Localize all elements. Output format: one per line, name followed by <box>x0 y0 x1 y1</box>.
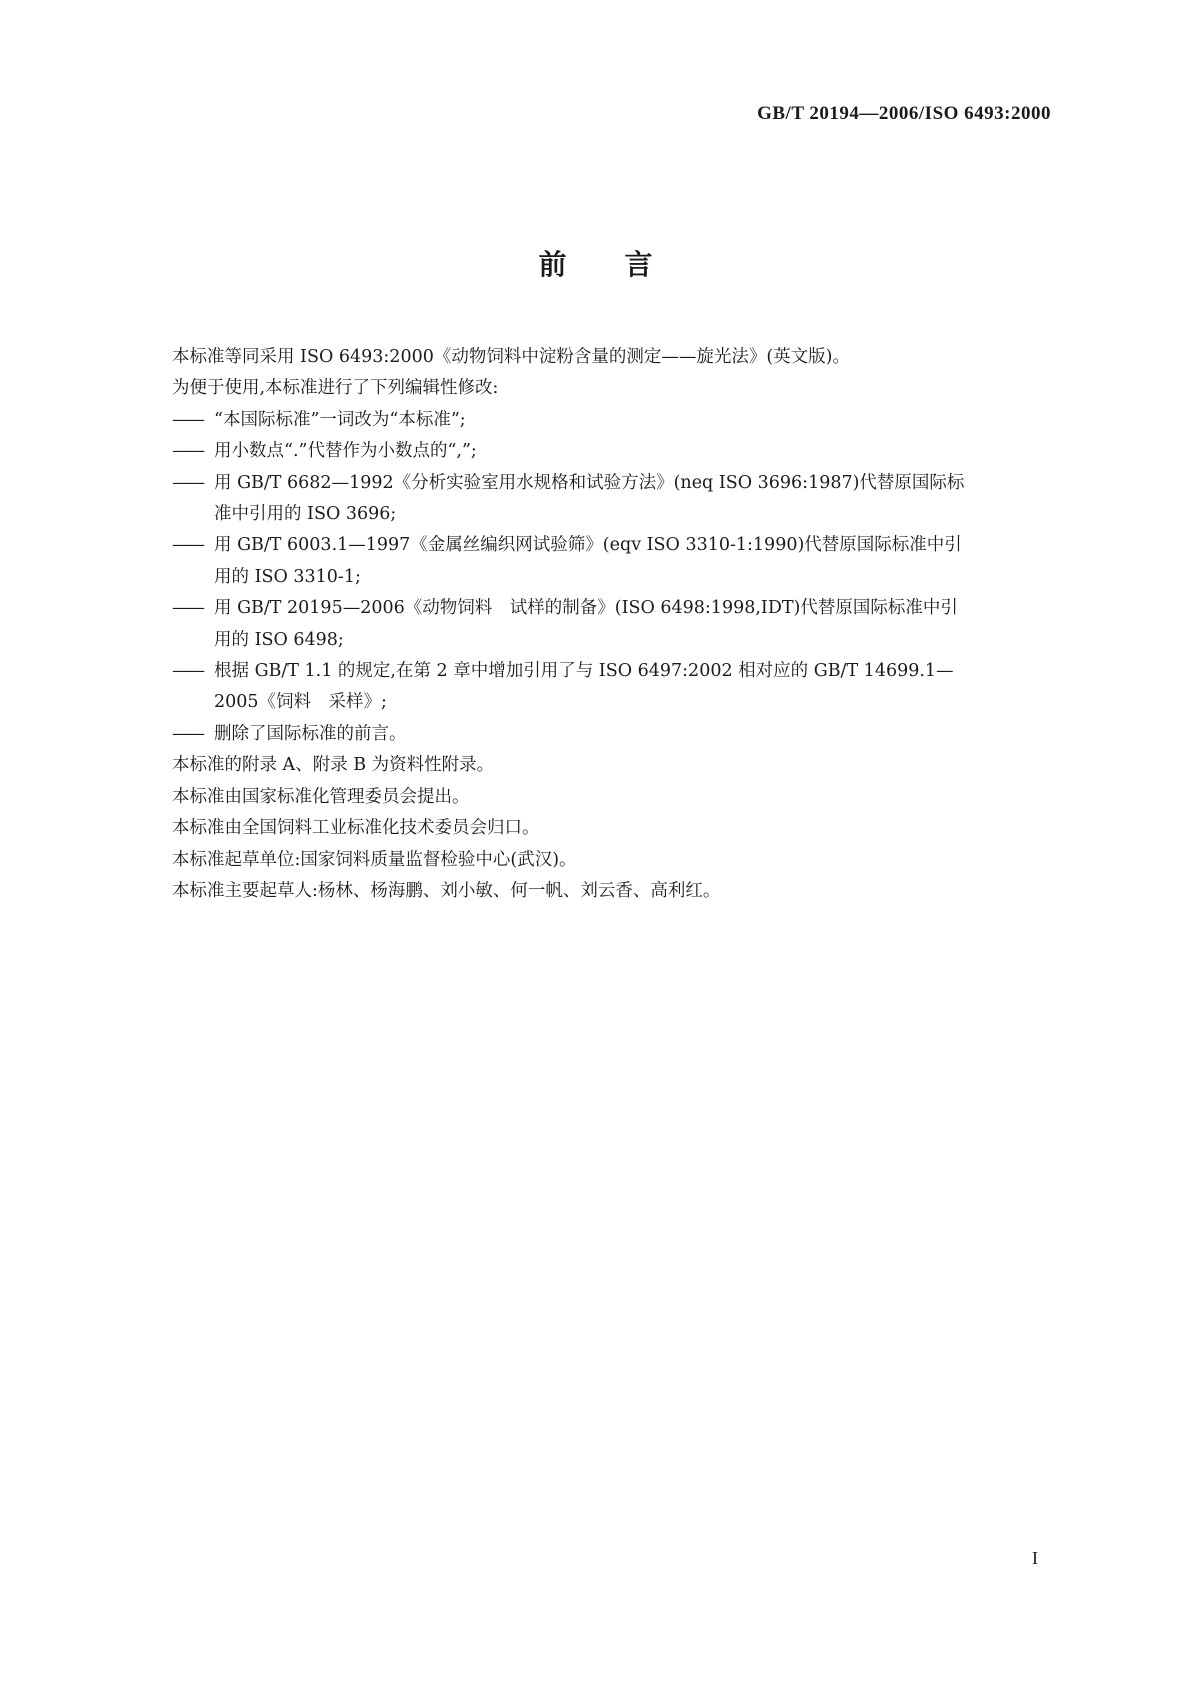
change-item-text: “本国际标准”一词改为“本标准”; <box>214 409 466 430</box>
change-item-text: 用小数点“.”代替作为小数点的“,”; <box>214 441 477 462</box>
drafters-statement: 本标准主要起草人:杨林、杨海鹏、刘小敏、何一帆、刘云香、高利红。 <box>172 880 721 901</box>
change-item-line-2: 准中引用的 ISO 3696; <box>214 504 397 525</box>
dash-marker: —— <box>172 723 203 744</box>
dash-marker: —— <box>172 535 203 556</box>
change-item-line-2: 2005《饲料 采样》; <box>214 692 387 713</box>
standard-code: GB/T 20194—2006/ISO 6493:2000 <box>757 103 1051 124</box>
change-item <box>172 593 1052 656</box>
dash-marker: —— <box>172 661 203 682</box>
page-title: 前言 <box>538 248 711 281</box>
change-item <box>172 436 1052 467</box>
dash-marker: —— <box>172 409 203 430</box>
change-item-line-1: 用 GB/T 6682—1992《分析实验室用水规格和试验方法》(neq ISO 3696:1987)代替原国际标 <box>214 472 965 493</box>
dash-marker: —— <box>172 441 203 462</box>
change-item-text: 删除了国际标准的前言。 <box>214 723 407 744</box>
intro-paragraph: 本标准等同采用 ISO 6493:2000《动物饲料中淀粉含量的测定——旋光法》(英文版)。 <box>172 347 850 367</box>
change-item-line-1: 用 GB/T 6003.1—1997《金属丝编织网试验筛》(eqv ISO 3310-1:1990)代替原国际标准中引 <box>214 535 962 556</box>
document-body <box>172 342 1052 907</box>
change-item <box>172 468 1052 531</box>
change-item <box>172 405 1052 436</box>
change-item <box>172 530 1052 593</box>
change-item-line-2: 用的 ISO 3310-1; <box>214 566 361 587</box>
changes-intro-paragraph: 为便于使用,本标准进行了下列编辑性修改: <box>172 378 499 399</box>
technical-committee-statement: 本标准由全国饲料工业标准化技术委员会归口。 <box>172 818 540 839</box>
page-number: I <box>1032 1548 1038 1568</box>
dash-marker: —— <box>172 472 203 493</box>
proposer-statement: 本标准由国家标准化管理委员会提出。 <box>172 786 470 807</box>
change-item-line-1: 根据 GB/T 1.1 的规定,在第 2 章中增加引用了与 ISO 6497:2002 相对应的 GB/T 14699.1— <box>214 661 954 682</box>
dash-marker: —— <box>172 598 203 619</box>
change-item-line-1: 用 GB/T 20195—2006《动物饲料 试样的制备》(ISO 6498:1998,IDT)代替原国际标准中引 <box>214 598 958 619</box>
annex-statement: 本标准的附录 A、附录 B 为资料性附录。 <box>172 755 495 776</box>
change-item <box>172 719 1052 750</box>
change-item-line-2: 用的 ISO 6498; <box>214 629 344 650</box>
change-item <box>172 656 1052 719</box>
drafting-unit-statement: 本标准起草单位:国家饲料质量监督检验中心(武汉)。 <box>172 849 577 870</box>
